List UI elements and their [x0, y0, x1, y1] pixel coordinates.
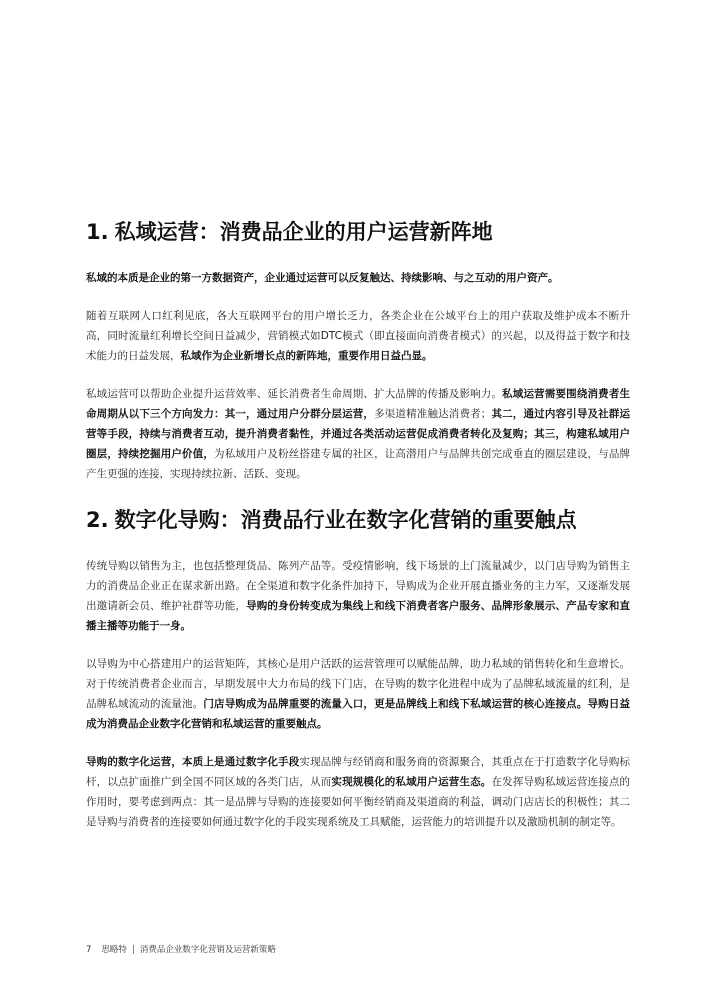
footer-brand: 思略特	[101, 945, 127, 955]
bold-span: 实现规模化的私域用户运营生态。	[331, 776, 492, 788]
page-content	[86, 218, 630, 832]
text-span: 为私域用户及粉丝搭建专属的社区，让高潜用户与品牌共创完成垂直的圈层建设，与品牌产生更强的连接，实现持续拉新、活跃、变现。	[86, 448, 631, 480]
bold-span: 私域作为企业新增长点的新阵地，重要作用日益凸显。	[180, 350, 433, 362]
bold-span: 私域运营需要围绕消费者生命周期从以下三个方向发力：其一，通过用户分群分层运营，	[86, 388, 631, 420]
page-number: 7	[86, 945, 92, 955]
section-2-title: 数字化导购：消费品行业在数字化营销的重要触点	[114, 508, 577, 532]
text-span: 随着互联网人口红利见底，各大互联网平台的用户增长乏力，各类企业在公域平台上的用户获取及维护成本不断升高，同时流量红利增长空间日益减少，营销模式如DTC模式（即直接面向消费者模式）的兴起，以及得益于数字和技术能力的日益发展，	[86, 310, 630, 362]
section-2-paragraph-1	[86, 556, 630, 636]
footer-separator: |	[131, 945, 135, 955]
section-1-heading	[86, 218, 630, 246]
section-2-paragraph-2	[86, 654, 630, 734]
text-span: 多渠道精准触达消费者；	[374, 408, 492, 420]
section-1-paragraph-2	[86, 384, 630, 484]
section-1-number: 1.	[86, 220, 109, 244]
bold-span: 门店导购成为品牌重要的流量入口，更是品牌线上和线下私域运营的核心连接点。导购日益成为消费品企业数字化营销和私域运营的重要触点。	[86, 698, 631, 730]
text-span: 私域运营可以帮助企业提升运营效率、延长消费者生命周期、扩大品牌的传播及影响力。	[86, 388, 503, 400]
bold-span: 导购的身份转变成为集线上和线下消费者客户服务、品牌形象展示、产品专家和直播主播等功能于一身。	[86, 600, 631, 632]
section-1-title: 私域运营：消费品企业的用户运营新阵地	[114, 220, 493, 244]
page-footer	[86, 943, 276, 955]
section-1-lead: 私域的本质是企业的第一方数据资产，企业通过运营可以反复触达、持续影响、与之互动的用户资产。	[86, 272, 559, 284]
footer-doc-title: 消费品企业数字化营销及运营新策略	[139, 945, 276, 955]
text-span: 实现品牌与经销商和服务商的资源聚合，其重点在于打造数字化导购标杆，以点扩面推广到全国不同区域的各类门店，从而	[86, 756, 631, 788]
bold-span: 导购的数字化运营，本质上是通过数字化手段	[86, 756, 300, 768]
text-span: 传统导购以销售为主，也包括整理货品、陈列产品等。受疫情影响，线下场景的上门流量减少，以门店导购为销售主力的消费品企业正在谋求新出路。在全渠道和数字化条件加持下，导购成为企业开展直播业务的主力军，又逐渐发展出邀请新会员、维护社群等功能，	[86, 560, 630, 612]
section-2-paragraph-3	[86, 752, 630, 832]
section-2-heading	[86, 506, 630, 534]
text-span: 在发挥导购私域运营连接点的作用时，要考虑到两点：其一是品牌与导购的连接要如何平衡经销商及渠道商的利益，调动门店店长的积极性；其二是导购与消费者的连接要如何通过数字化的手段实现系统及工具赋能，运营能力的培训提升以及激励机制的制定等。	[86, 776, 631, 828]
text-span: 以导购为中心搭建用户的运营矩阵，其核心是用户活跃的运营管理可以赋能品牌，助力私域的销售转化和生意增长。对于传统消费者企业而言，早期发展中大力布局的线下门店，在导购的数字化进程中成为了品牌私域流量的红利，是品牌私域流动的流量池。	[86, 658, 630, 710]
bold-span: 其二，通过内容引导及社群运营等手段，持续与消费者互动，提升消费者黏性，并通过各类活动运营促成消费者转化及复购；其三，构建私域用户圈层，持续挖掘用户价值，	[86, 408, 631, 460]
section-1-paragraph-1	[86, 306, 630, 366]
section-2-number: 2.	[86, 508, 109, 532]
